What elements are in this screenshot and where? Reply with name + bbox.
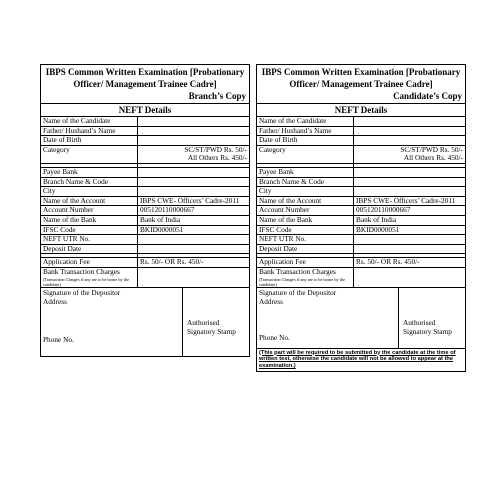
charges-note: (Transaction Charges if any are to be borne by the candidate)	[43, 276, 130, 287]
table-row	[257, 258, 465, 268]
table-row	[257, 244, 465, 254]
field-value: Bank of India	[354, 215, 466, 225]
category-fee-2: All Others Rs. 450/-	[187, 153, 247, 163]
charges-label: Bank Transaction Charges	[259, 267, 336, 276]
field-label: Payee Bank	[41, 167, 138, 177]
submission-note: (This part will be required to be submitted by the candidate at the time of written test, otherwise the candidate will not be allowed to appear at the examination.)	[257, 348, 465, 371]
candidate-copy-form	[256, 64, 466, 372]
table-row	[41, 215, 249, 225]
field-label: Application Fee	[41, 258, 138, 268]
field-value[interactable]	[354, 117, 466, 127]
auth-line-1: Authorised	[187, 317, 220, 327]
table-row	[257, 196, 465, 206]
neft-table	[41, 116, 249, 287]
field-label: City	[257, 187, 354, 197]
table-row	[41, 196, 249, 206]
field-label: Name of the Candidate	[41, 117, 138, 127]
field-value	[354, 145, 466, 163]
field-label: NEFT UTR No.	[257, 235, 354, 245]
table-row	[41, 177, 249, 187]
table-row	[257, 167, 465, 177]
category-fee-1: SC/ST/PWD Rs. 50/-	[400, 145, 463, 154]
field-label: Date of Birth	[41, 136, 138, 146]
table-row	[41, 136, 249, 146]
field-label: Payee Bank	[257, 167, 354, 177]
table-row	[257, 206, 465, 216]
field-value[interactable]	[354, 167, 466, 177]
phone-label: Phone No.	[259, 332, 290, 342]
field-value: IBPS CWE- Officers’ Cadre-2011	[354, 196, 466, 206]
table-row	[257, 187, 465, 197]
field-value[interactable]	[354, 235, 466, 245]
phone-label: Phone No.	[43, 334, 74, 344]
section-title: NEFT Details	[41, 103, 249, 116]
field-value: Rs. 50/- OR Rs. 450/-	[138, 258, 250, 268]
field-value[interactable]	[354, 177, 466, 187]
table-row	[41, 167, 249, 177]
table-row	[41, 117, 249, 127]
field-label: Branch Name & Code	[257, 177, 354, 187]
field-label: NEFT UTR No.	[41, 235, 138, 245]
field-value	[138, 145, 250, 163]
table-row	[41, 244, 249, 254]
table-row	[257, 267, 465, 286]
field-label: Deposit Date	[257, 244, 354, 254]
table-row	[257, 215, 465, 225]
field-value[interactable]	[354, 187, 466, 197]
table-row	[41, 145, 249, 163]
table-row	[41, 225, 249, 235]
table-row	[257, 117, 465, 127]
table-row	[41, 187, 249, 197]
field-label: Category	[41, 145, 138, 163]
table-row	[257, 136, 465, 146]
field-value[interactable]	[138, 187, 250, 197]
field-label: Category	[257, 145, 354, 163]
form-header	[41, 65, 249, 103]
field-value[interactable]	[138, 235, 250, 245]
header-line-1: IBPS Common Written Examination [Probationary	[261, 67, 461, 77]
neft-table	[257, 116, 465, 287]
table-row	[257, 126, 465, 136]
field-value[interactable]	[138, 177, 250, 187]
table-row	[41, 126, 249, 136]
table-row	[41, 258, 249, 268]
field-label: Name of the Account	[41, 196, 138, 206]
field-label: Father/ Hushand’s Name	[257, 126, 354, 136]
field-value[interactable]	[138, 167, 250, 177]
field-value[interactable]	[138, 136, 250, 146]
header-line-2: Officer/ Management Trainee Cadre]	[73, 78, 217, 89]
field-value: Rs. 50/- OR Rs. 450/-	[354, 258, 466, 268]
field-label: Account Number	[257, 206, 354, 216]
address-label: Address	[259, 296, 283, 306]
auth-line-2: Signatory Stamp	[187, 326, 236, 336]
field-value[interactable]	[138, 117, 250, 127]
auth-line-1: Authorised	[403, 317, 436, 327]
table-row	[41, 235, 249, 245]
table-row	[257, 177, 465, 187]
field-value: IBPS CWE- Officers’ Cadre-2011	[138, 196, 250, 206]
field-value: Bank of India	[138, 215, 250, 225]
charges-note: (Transaction Charges if any are to be borne by the candidate)	[259, 276, 346, 287]
field-label: Application Fee	[257, 258, 354, 268]
field-label: Account Number	[41, 206, 138, 216]
field-value[interactable]	[354, 267, 466, 286]
field-label: City	[41, 187, 138, 197]
header-line-1: IBPS Common Written Examination [Probationary	[45, 67, 245, 77]
field-value[interactable]	[138, 267, 250, 286]
charges-label: Bank Transaction Charges	[43, 267, 120, 276]
field-label: IFSC Code	[257, 225, 354, 235]
table-row	[41, 267, 249, 286]
signature-label: Signature of the Depositor	[259, 287, 337, 297]
table-row	[257, 145, 465, 163]
field-value: BKID0000051	[354, 225, 466, 235]
field-value[interactable]	[354, 126, 466, 136]
field-label	[257, 267, 354, 286]
signature-section	[41, 287, 249, 356]
field-label: Father/ Hushand’s Name	[41, 126, 138, 136]
field-label: IFSC Code	[41, 225, 138, 235]
field-label: Date of Birth	[257, 136, 354, 146]
header-line-2: Officer/ Management Trainee Cadre]	[289, 78, 433, 89]
field-value[interactable]	[138, 244, 250, 254]
field-value: 005120110000667	[354, 206, 466, 216]
form-header	[257, 65, 465, 103]
field-value[interactable]	[354, 136, 466, 146]
field-label: Name of the Candidate	[257, 117, 354, 127]
field-label: Name of the Bank	[41, 215, 138, 225]
signature-label: Signature of the Depositor	[43, 287, 121, 297]
section-title: NEFT Details	[257, 103, 465, 116]
copy-label: Branch’s Copy	[188, 90, 246, 101]
category-fee-2: All Others Rs. 450/-	[403, 153, 463, 163]
field-label: Deposit Date	[41, 244, 138, 254]
table-row	[257, 235, 465, 245]
address-label: Address	[43, 296, 67, 306]
table-row	[257, 225, 465, 235]
authorised-stamp	[187, 318, 236, 336]
field-label: Name of the Account	[257, 196, 354, 206]
branch-copy-form	[40, 64, 250, 357]
field-label: Name of the Bank	[257, 215, 354, 225]
table-row	[41, 206, 249, 216]
signature-section	[257, 287, 465, 348]
field-value[interactable]	[138, 126, 250, 136]
auth-line-2: Signatory Stamp	[403, 326, 452, 336]
field-value[interactable]	[354, 244, 466, 254]
copy-label: Candidate’s Copy	[393, 90, 462, 101]
field-label	[41, 267, 138, 286]
field-value: 005120110000667	[138, 206, 250, 216]
field-label: Branch Name & Code	[41, 177, 138, 187]
field-value: BKID0000051	[138, 225, 250, 235]
category-fee-1: SC/ST/PWD Rs. 50/-	[184, 145, 247, 154]
authorised-stamp	[403, 318, 452, 336]
